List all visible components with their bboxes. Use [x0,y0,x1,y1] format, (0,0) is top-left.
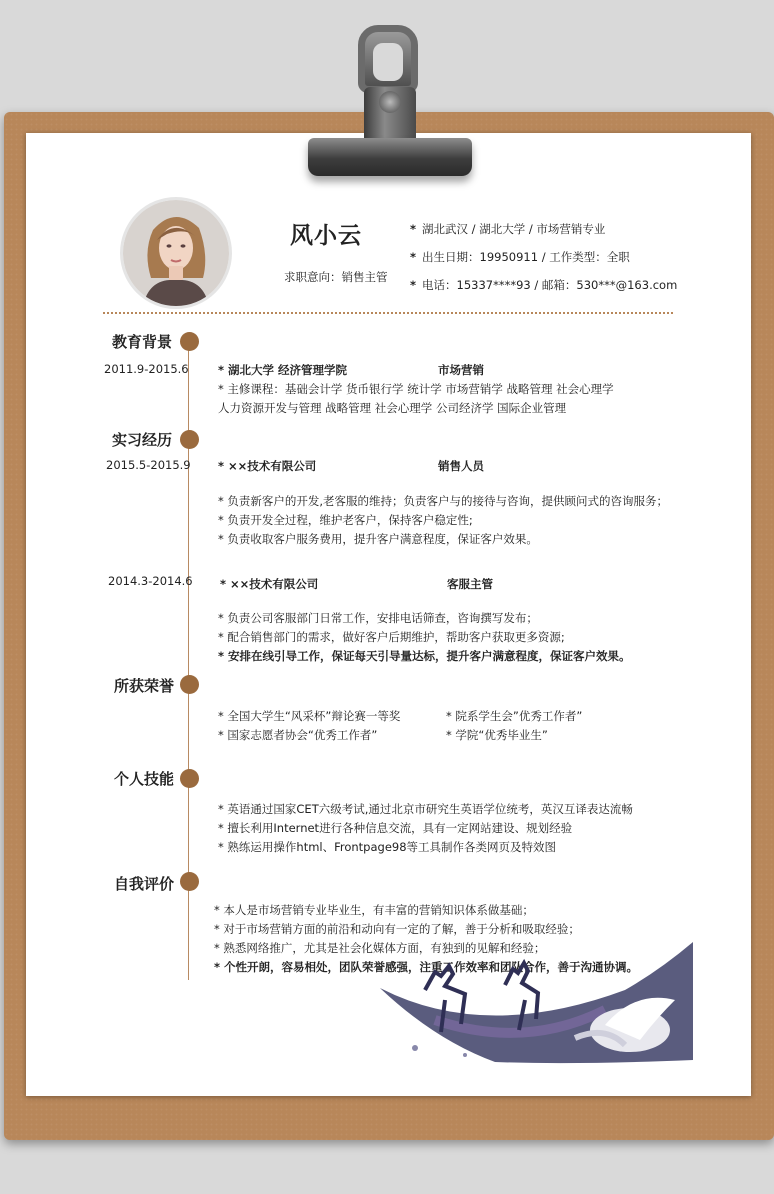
job-role: 客服主管 [447,577,493,591]
info-birth: * 出生日期：19950911 / 工作类型：全职 [410,250,630,264]
job-duty: * 负责公司客服部门日常工作，安排电话筛查，咨询撰写发布； [218,611,538,625]
timeline-dot-icon [180,872,199,891]
self-eval-item: * 个性开朗，容易相处，团队荣誉感强，注重工作效率和团队合作，善于沟通协调。 [214,960,639,974]
section-title-skills: 个人技能 [114,770,175,788]
job-duty: * 负责收取客户服务费用，提升客户满意程度，保证客户效果。 [218,532,538,546]
job-duty: * 负责开发全过程，维护老客户，保持客户稳定性; [218,513,473,527]
skill-item: * 熟练运用操作html、Frontpage98等工具制作各类网页及特效图 [218,840,557,854]
honor-item: * 全国大学生“风采杯”辩论赛一等奖 [218,709,401,723]
education-major: 市场营销 [438,363,484,377]
header-divider [103,312,673,314]
timeline-dot-icon [180,430,199,449]
honor-item: * 国家志愿者协会“优秀工作者” [218,728,378,742]
job-intent: 求职意向：销售主管 [284,270,388,284]
deer-illustration-icon [375,930,695,1065]
job-company: * ××技术有限公司 [218,459,317,473]
section-title-self-evaluation: 自我评价 [114,875,175,893]
section-title-internship: 实习经历 [112,431,173,449]
honor-item: * 院系学生会”优秀工作者” [446,709,583,723]
self-eval-item: * 熟悉网络推广，尤其是社会化媒体方面，有独到的见解和经验； [214,941,546,955]
self-eval-item: * 对于市场营销方面的前沿和动向有一定的了解，善于分析和吸取经验； [214,922,580,936]
timeline-dot-icon [180,332,199,351]
avatar [120,197,232,309]
education-date: 2011.9-2015.6 [104,362,189,376]
job-company: * ××技术有限公司 [220,577,319,591]
job-date: 2015.5-2015.9 [106,458,191,472]
education-school: * 湖北大学 经济管理学院 [218,363,348,377]
education-courses-cont: 人力资源开发与管理 战略管理 社会心理学 公司经济学 国际企业管理 [218,401,567,415]
job-duty: * 安排在线引导工作，保证每天引导量达标，提升客户满意程度，保证客户效果。 [218,649,631,663]
job-role: 销售人员 [438,459,484,473]
job-date: 2014.3-2014.6 [108,574,193,588]
job-duty: * 配合销售部门的需求，做好客户后期维护，帮助客户获取更多资源; [218,630,565,644]
self-eval-item: * 本人是市场营销专业毕业生，有丰富的营销知识体系做基础； [214,903,534,917]
info-location: * 湖北武汉 / 湖北大学 / 市场营销专业 [410,222,606,236]
section-title-honors: 所获荣誉 [114,677,175,695]
section-title-education: 教育背景 [112,333,173,351]
timeline-dot-icon [180,675,199,694]
info-contact: * 电话：15337****93 / 邮箱：530***@163.com [410,278,678,292]
skill-item: * 英语通过国家CET六级考试,通过北京市研究生英语学位统考，英汉互译表达流畅 [218,802,633,816]
education-courses: * 主修课程：基础会计学 货币银行学 统计学 市场营销学 战略管理 社会心理学 [218,382,614,396]
job-duty: * 负责新客户的开发,老客服的维持；负责客户与的接待与咨询，提供顾问式的咨询服务； [218,494,669,508]
binder-clip-icon [300,25,480,180]
timeline-dot-icon [180,769,199,788]
skill-item: * 擅长利用Internet进行各种信息交流，具有一定网站建设、规划经验 [218,821,573,835]
honor-item: * 学院“优秀毕业生” [446,728,548,742]
candidate-name: 风小云 [290,223,362,249]
